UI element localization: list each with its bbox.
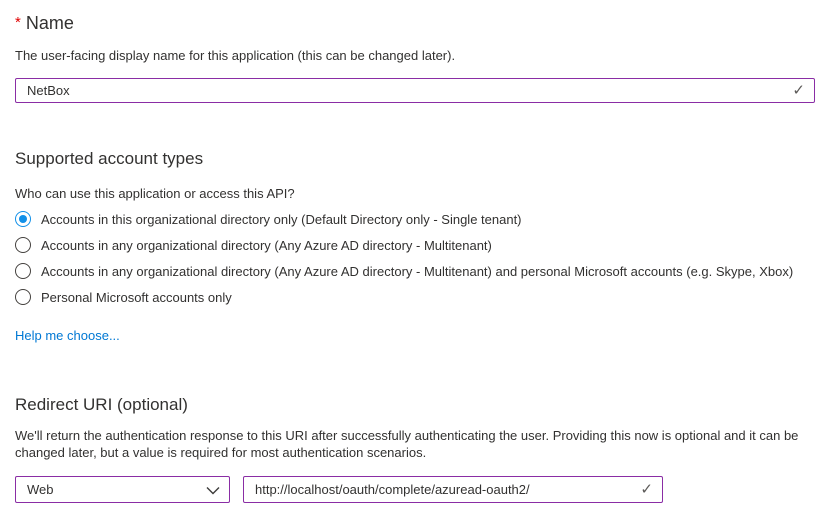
name-section-title [15, 12, 815, 36]
name-input-field [15, 78, 815, 103]
account-type-option-label: Accounts in any organizational directory (Any Azure AD directory - Multitenant) and personal Microsoft accounts (e.g. Skype, Xbox) [41, 263, 794, 279]
account-type-option-label: Accounts in this organizational directory only (Default Directory only - Single tenant) [41, 211, 522, 227]
platform-select[interactable] [15, 476, 230, 503]
account-types-question: Who can use this application or access this API? [15, 186, 295, 201]
platform-select-value: Web [27, 482, 54, 497]
help-me-choose-link[interactable]: Help me choose... [15, 328, 120, 343]
radio-dot [19, 241, 27, 249]
radio-button-icon[interactable] [15, 237, 31, 253]
name-section [15, 12, 815, 103]
name-description: The user-facing display name for this application (this can be changed later). [15, 48, 456, 63]
account-type-option[interactable] [15, 206, 815, 232]
valid-check-icon: ✓ [792, 82, 805, 99]
radio-button-icon[interactable] [15, 289, 31, 305]
account-type-option-label: Personal Microsoft accounts only [41, 289, 232, 305]
radio-button-icon[interactable] [15, 211, 31, 227]
redirect-uri-input[interactable] [255, 482, 632, 497]
account-type-option[interactable] [15, 284, 815, 310]
radio-button-icon[interactable] [15, 263, 31, 279]
valid-check-icon: ✓ [640, 481, 653, 498]
supported-account-types-section [15, 147, 815, 345]
redirect-uri-description: We'll return the authentication response to this URI after successfully authenticating the user. Providing this now is optional and it can be changed later, but a value is required for most authentication scenarios. [15, 428, 799, 460]
account-type-option[interactable] [15, 258, 815, 284]
account-type-option-label: Accounts in any organizational directory (Any Azure AD directory - Multitenant) [41, 237, 492, 253]
name-input[interactable] [27, 83, 784, 98]
account-type-option[interactable] [15, 232, 815, 258]
redirect-uri-title: Redirect URI (optional) [15, 395, 188, 414]
redirect-uri-input-field [243, 476, 663, 503]
required-asterisk: * [15, 14, 21, 31]
account-types-title: Supported account types [15, 149, 204, 168]
redirect-uri-section [15, 393, 815, 503]
name-title-text: Name [25, 13, 74, 33]
account-type-radio-group [15, 206, 815, 310]
chevron-down-icon [206, 486, 220, 495]
radio-dot [19, 293, 27, 301]
redirect-uri-controls [15, 476, 815, 503]
radio-dot [19, 267, 27, 275]
radio-dot [19, 215, 27, 223]
